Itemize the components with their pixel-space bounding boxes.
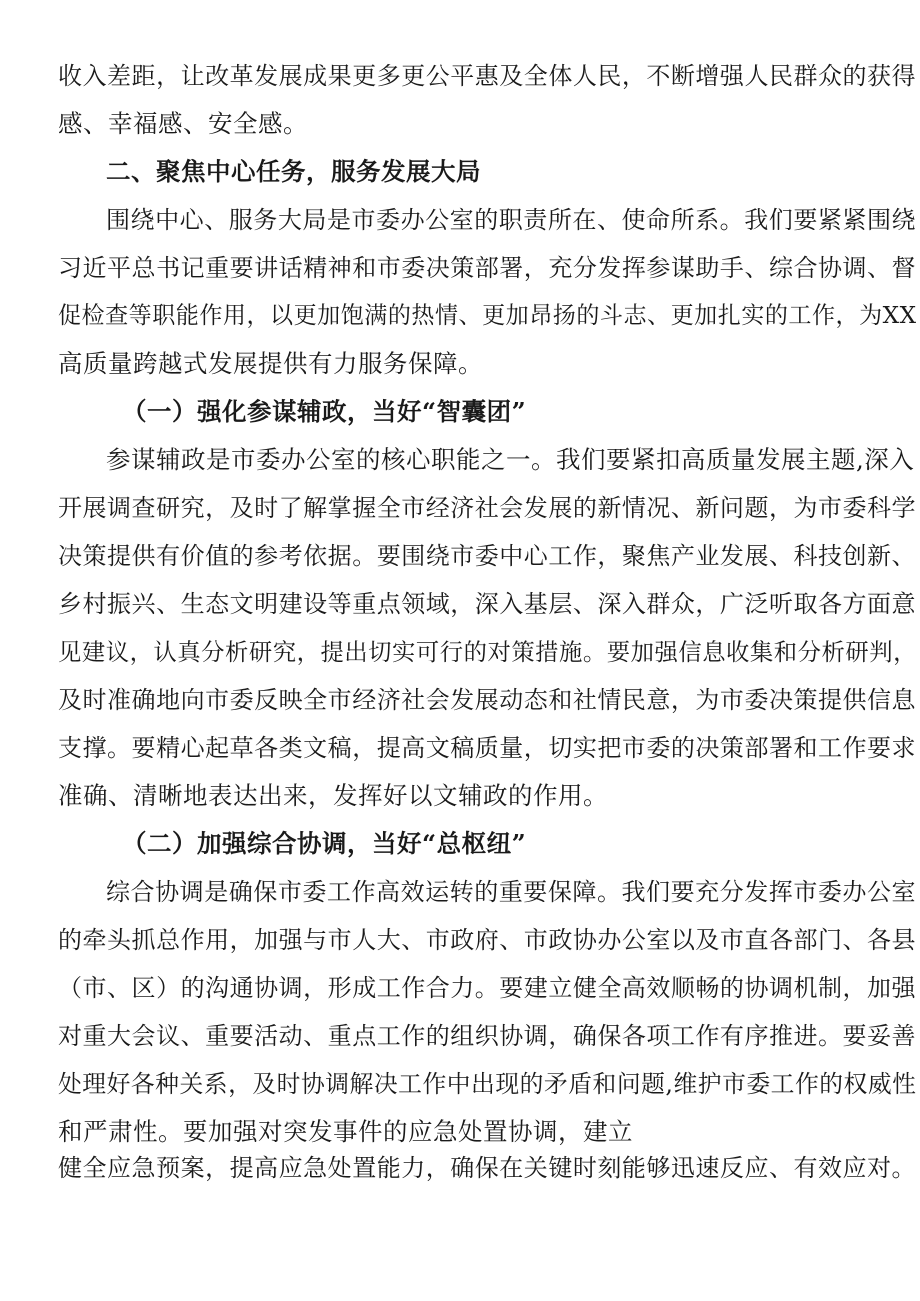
body-text-line: 及时准确地向市委反映全市经济社会发展动态和社情民意，为市委决策提供信息 xyxy=(58,686,917,714)
body-text-line: 促检查等职能作用，以更加饱满的热情、更加昂扬的斗志、更加扎实的工作，为XX xyxy=(58,303,917,329)
body-text-line: （市、区）的沟通协调，形成工作合力。要建立健全高效顺畅的协调机制，加强 xyxy=(58,974,917,1002)
body-text-line: 高质量跨越式发展提供有力服务保障。 xyxy=(58,349,483,378)
body-text-line: 感、幸福感、安全感。 xyxy=(58,109,308,138)
body-text-line: 围绕中心、服务大局是市委办公室的职责所在、使命所系。我们要紧紧围绕 xyxy=(106,206,917,234)
body-text-line: 习近平总书记重要讲话精神和市委决策部署，充分发挥参谋助手、综合协调、督 xyxy=(58,254,917,282)
body-text-line: 处理好各种关系，及时协调解决工作中出现的矛盾和问题,维护市委工作的权威性 xyxy=(58,1070,917,1098)
body-text-line: 乡村振兴、生态文明建设等重点领域，深入基层、深入群众，广泛听取各方面意 xyxy=(58,590,917,618)
subsection-heading: （二）加强综合协调，当好“总枢纽” xyxy=(122,829,527,858)
body-text-line: 对重大会议、重要活动、重点工作的组织协调，确保各项工作有序推进。要妥善 xyxy=(58,1022,917,1050)
body-text-line: 决策提供有价值的参考依据。要围绕市委中心工作，聚焦产业发展、科技创新、 xyxy=(58,542,917,570)
body-text-line: 见建议，认真分析研究，提出切实可行的对策措施。要加强信息收集和分析研判， xyxy=(58,638,917,666)
body-text-line: 开展调查研究，及时了解掌握全市经济社会发展的新情况、新问题，为市委科学 xyxy=(58,494,917,522)
body-text-line: 综合协调是确保市委工作高效运转的重要保障。我们要充分发挥市委办公室 xyxy=(106,878,917,906)
subsection-heading: （一）强化参谋辅政，当好“智囊团” xyxy=(122,397,527,426)
body-text-line: 和严肃性。要加强对突发事件的应急处置协调，建立 xyxy=(58,1117,633,1146)
body-text-line: 准确、清晰地表达出来，发挥好以文辅政的作用。 xyxy=(58,781,608,810)
body-text-line: 支撑。要精心起草各类文稿，提高文稿质量，切实把市委的决策部署和工作要求 xyxy=(58,734,917,762)
body-text-line: 的牵头抓总作用，加强与市人大、市政府、市政协办公室以及市直各部门、各县 xyxy=(58,926,917,954)
body-text-line: 收入差距，让改革发展成果更多更公平惠及全体人民，不断增强人民群众的获得 xyxy=(58,62,917,90)
body-text-line: 参谋辅政是市委办公室的核心职能之一。我们要紧扣高质量发展主题,深入 xyxy=(106,445,915,474)
section-heading: 二、聚焦中心任务，服务发展大局 xyxy=(106,157,481,186)
body-text-line: 健全应急预案，提高应急处置能力，确保在关键时刻能够迅速反应、有效应对。 xyxy=(58,1154,917,1182)
